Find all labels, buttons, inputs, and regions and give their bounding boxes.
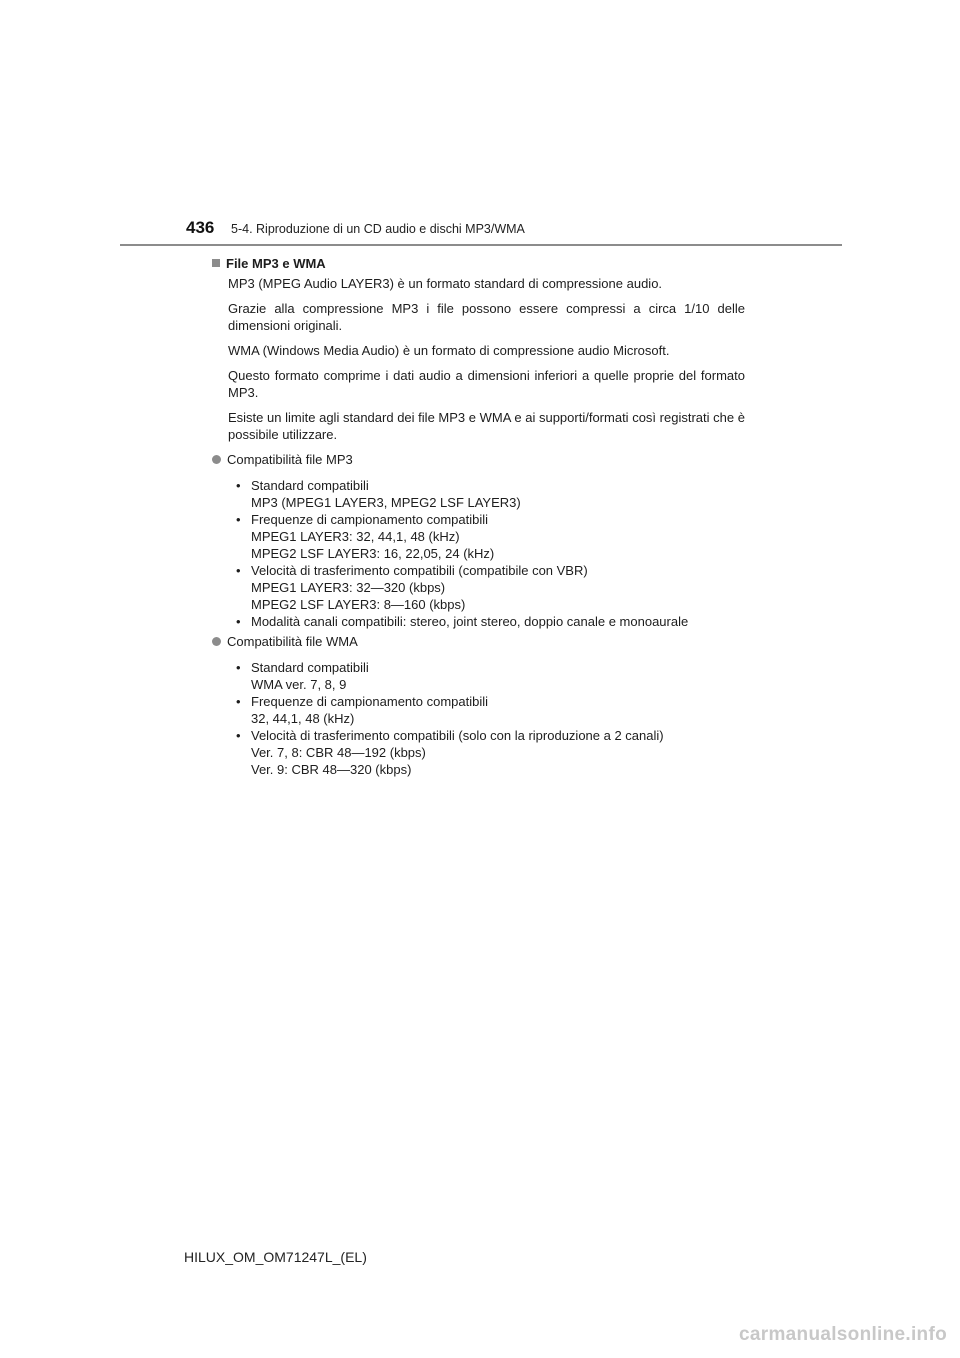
list-item-label: Frequenze di campionamento compatibili — [251, 512, 489, 527]
circle-bullet-icon — [212, 455, 221, 464]
list-item-line: MPEG2 LSF LAYER3: 8—160 (kbps) — [251, 597, 466, 612]
list-item — [236, 562, 745, 613]
paragraph-2: Grazie alla compressione MP3 i file possono essere compressi a circa 1/10 delle dimensioni originali. — [228, 301, 745, 333]
bullet-dot: • — [236, 660, 241, 675]
watermark[interactable]: carmanualsonline.info — [739, 1324, 947, 1345]
content — [212, 255, 745, 781]
list-item-label: Standard compatibili — [251, 660, 369, 675]
page-number: 436 — [186, 218, 215, 237]
bullet-dot: • — [236, 563, 241, 578]
list-item-label: Velocità di trasferimento compatibili (compatibile con VBR) — [251, 563, 588, 578]
list-item-line: MPEG2 LSF LAYER3: 16, 22,05, 24 (kHz) — [251, 546, 495, 561]
list-item-label: Frequenze di campionamento compatibili — [251, 694, 489, 709]
list-item — [236, 693, 745, 727]
list-item-label: Velocità di trasferimento compatibili (solo con la riproduzione a 2 canali) — [251, 728, 664, 743]
list-item-label: Modalità canali compatibili: stereo, joint stereo, doppio canale e monoaurale — [251, 614, 689, 629]
wma-list — [236, 659, 745, 778]
list-item-line: WMA ver. 7, 8, 9 — [251, 677, 347, 692]
list-item — [236, 727, 745, 778]
list-item-line: MPEG1 LAYER3: 32—320 (kbps) — [251, 580, 446, 595]
list-item-line: Ver. 7, 8: CBR 48—192 (kbps) — [251, 745, 426, 760]
list-item-line: Ver. 9: CBR 48—320 (kbps) — [251, 762, 412, 777]
header-rule — [120, 244, 842, 246]
section-title: File MP3 e WMA — [226, 256, 326, 271]
paragraph-1: MP3 (MPEG Audio LAYER3) è un formato standard di compressione audio. — [228, 276, 663, 291]
paragraph-4: Questo formato comprime i dati audio a dimensioni inferiori a quelle proprie del formato MP3. — [228, 368, 745, 400]
bullet-dot: • — [236, 694, 241, 709]
wma-heading — [212, 633, 745, 650]
list-item-label: Standard compatibili — [251, 478, 369, 493]
chapter-title: 5-4. Riproduzione di un CD audio e dischi MP3/WMA — [231, 222, 525, 236]
list-item — [236, 477, 745, 511]
list-item-line: 32, 44,1, 48 (kHz) — [251, 711, 355, 726]
list-item-line: MP3 (MPEG1 LAYER3, MPEG2 LSF LAYER3) — [251, 495, 521, 510]
wma-title: Compatibilità file WMA — [227, 634, 358, 649]
list-item-line: MPEG1 LAYER3: 32, 44,1, 48 (kHz) — [251, 529, 460, 544]
mp3-list — [236, 477, 745, 630]
bullet-dot: • — [236, 728, 241, 743]
bullet-dot: • — [236, 614, 241, 629]
footer-doc-code: HILUX_OM_OM71247L_(EL) — [184, 1249, 367, 1265]
list-item — [236, 511, 745, 562]
mp3-heading — [212, 451, 745, 468]
section-heading — [212, 255, 745, 272]
mp3-title: Compatibilità file MP3 — [227, 452, 353, 467]
paragraph-3: WMA (Windows Media Audio) è un formato di compressione audio Microsoft. — [228, 343, 670, 358]
bullet-dot: • — [236, 478, 241, 493]
square-bullet-icon — [212, 259, 220, 267]
bullet-dot: • — [236, 512, 241, 527]
circle-bullet-icon — [212, 637, 221, 646]
list-item — [236, 659, 745, 693]
paragraph-5: Esiste un limite agli standard dei file MP3 e WMA e ai supporti/formati così registrati che è possibile utilizzare. — [228, 410, 745, 442]
list-item — [236, 613, 745, 630]
